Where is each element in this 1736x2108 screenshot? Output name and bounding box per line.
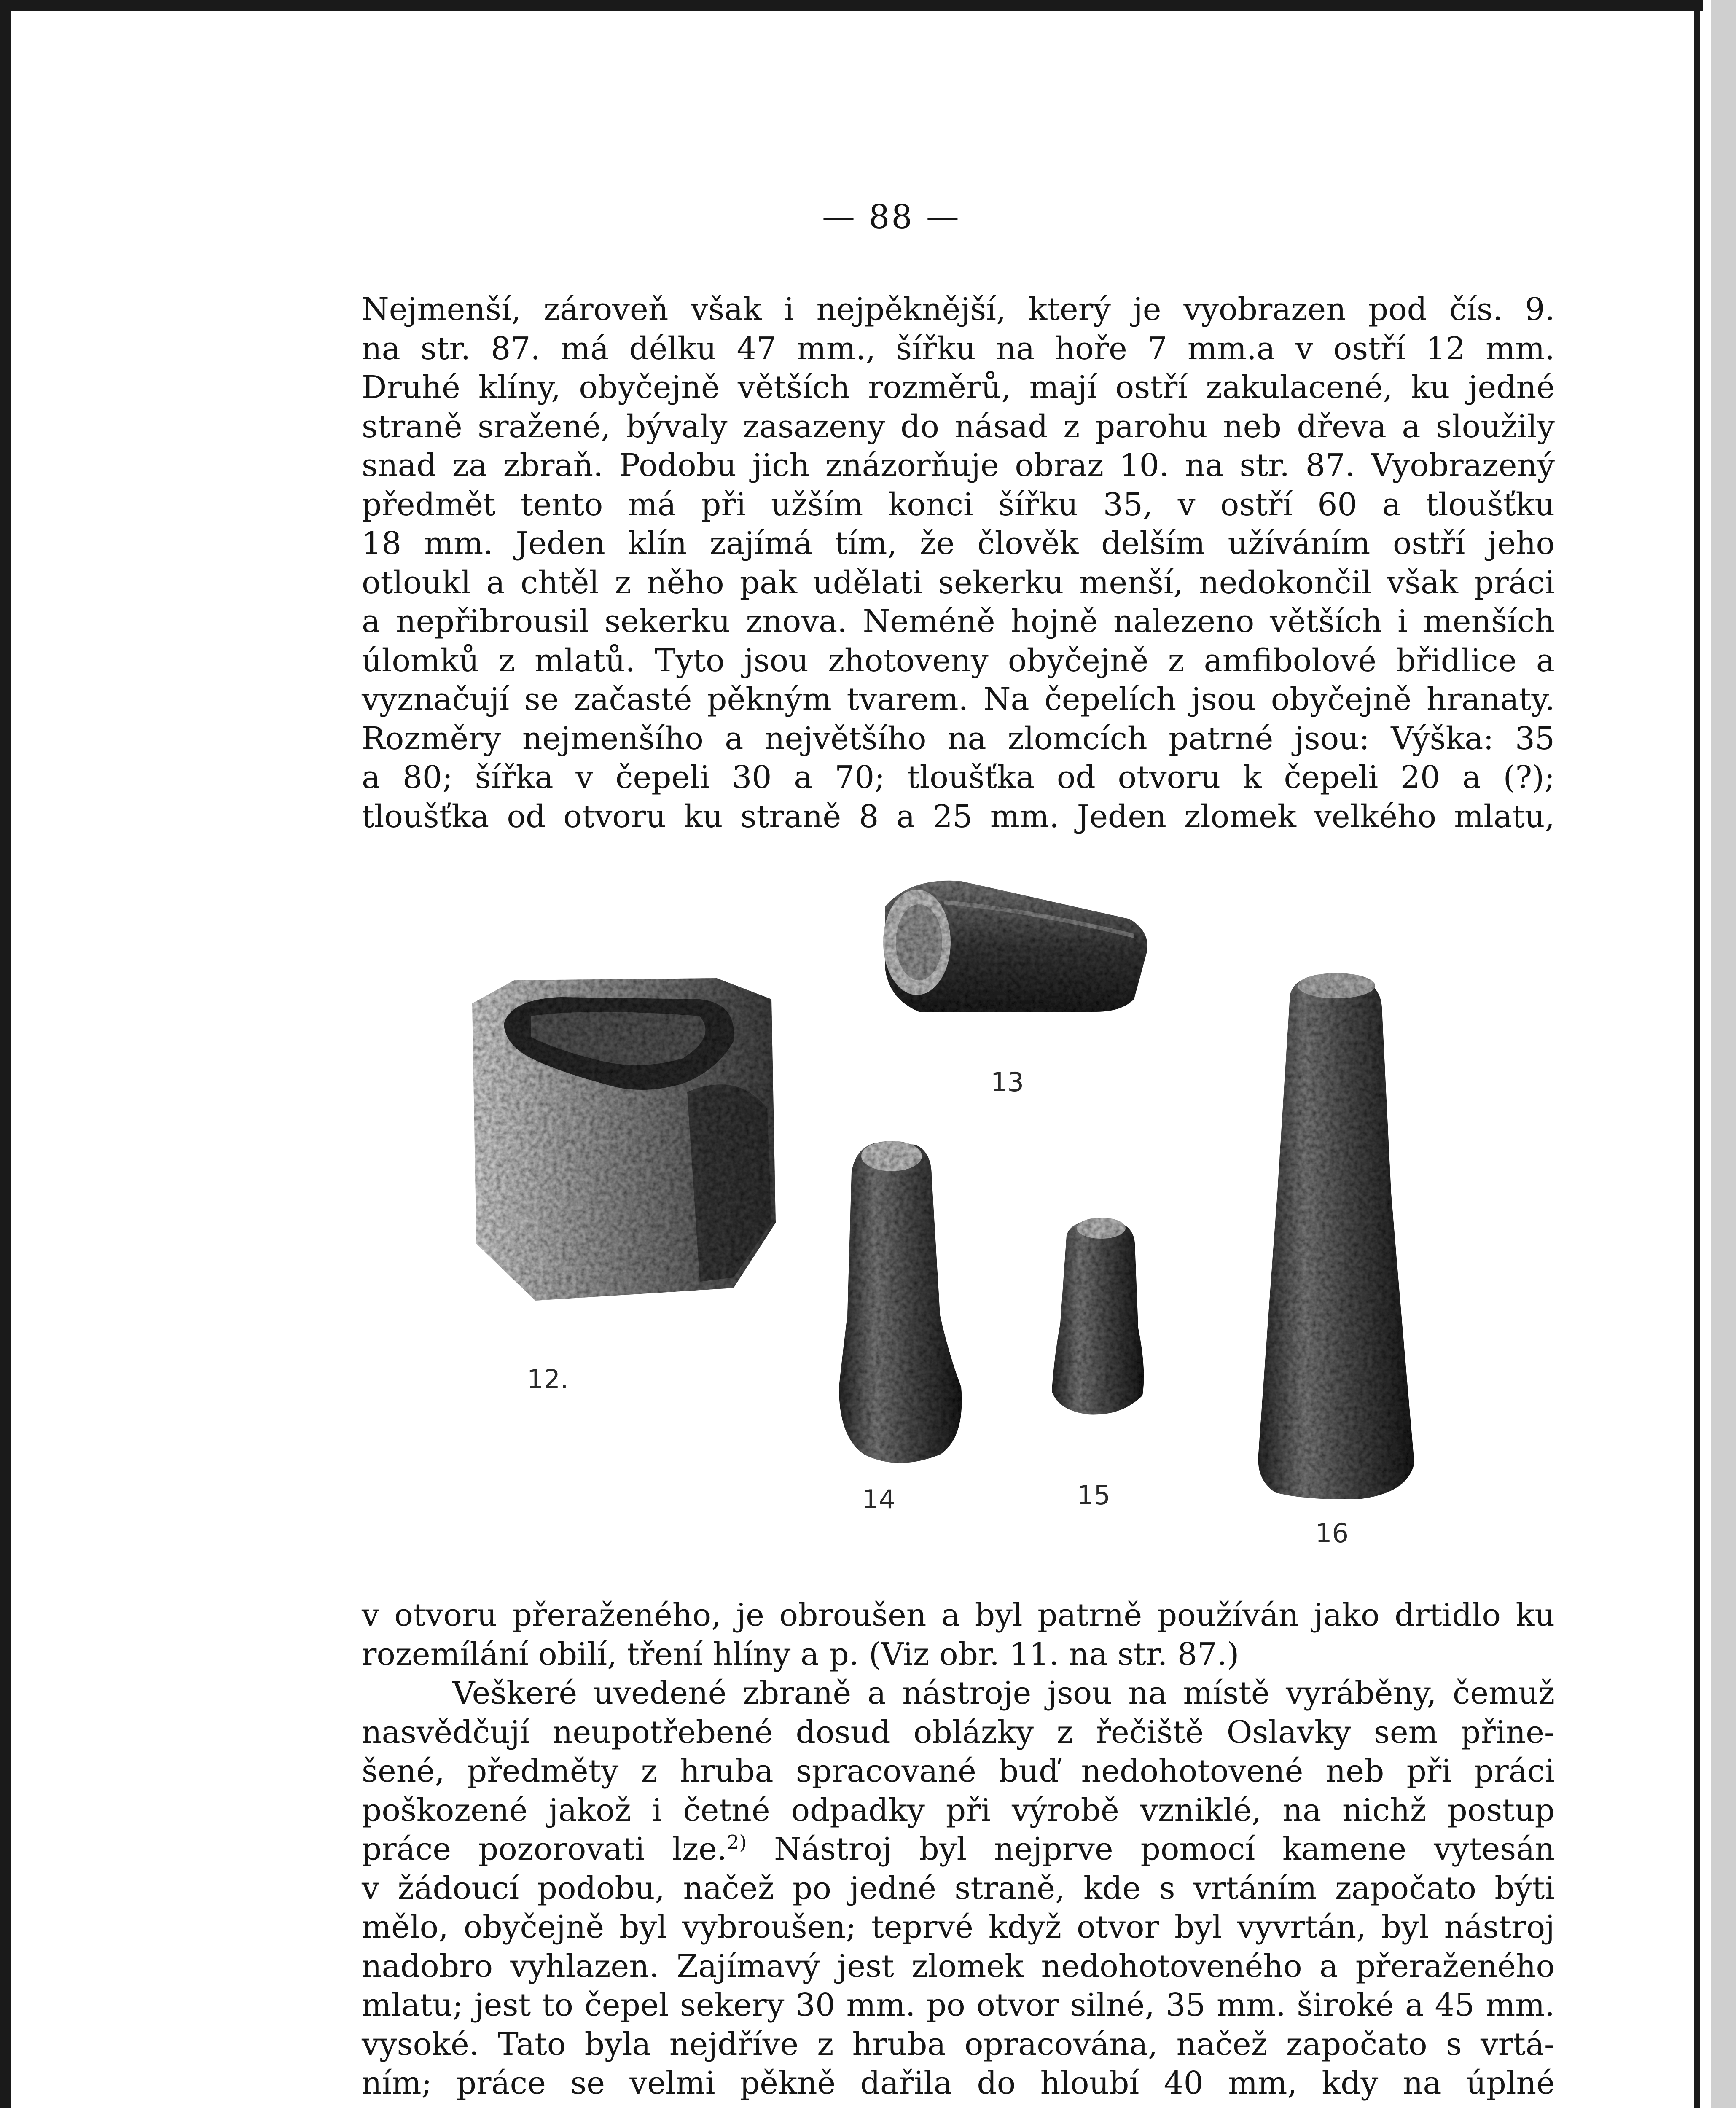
text-line: 18 mm. Jeden klín zajímá tím, že člověk delším užíváním ostří jeho [362,525,1555,562]
text-line: ním; práce se velmi pěkně dařila do hloubí 40 mm, kdy na úplné [362,2065,1555,2101]
figure-label-16: 16 [1315,1518,1349,1549]
text-line: předmět tento má při užším konci šířku 35, v ostří 60 a tloušťku [362,486,1555,523]
text-line: v žádoucí podobu, načež po jedné straně, kde s vrtáním započato býti [362,1870,1555,1906]
text-line: vysoké. Tato byla nejdříve z hruba opracována, načež započato s vrtá- [362,2026,1555,2062]
text-line: Nejmenší, zároveň však i nejpěknější, který je vyobrazen pod čís. 9. [362,291,1555,328]
text-line: a nepřibrousil sekerku znova. Neméně hojně nalezeno větších i menších [362,603,1555,640]
tool-13-pestle-fragment [883,881,1147,1012]
text-line: vyznačují se začasté pěkným tvarem. Na čepelích jsou obyčejně hranaty. [362,681,1555,718]
figure-label-12: 12. [527,1364,569,1395]
tool-14-cone [839,1141,962,1463]
scan-border-right [1694,0,1700,2108]
tool-16-tall-cone [1258,973,1415,1499]
text-line: nasvědčují neupotřebené dosud oblázky z řečiště Oslavky sem přine- [362,1714,1555,1750]
scan-margin-right [1711,0,1736,2108]
text-line: straně sražené, bývaly zasazeny do násad z parohu neb dřeva a sloužily [362,408,1555,445]
figure-label-14: 14 [862,1484,895,1515]
figure-label-15: 15 [1077,1480,1110,1511]
paragraph-top [362,290,1555,836]
text-fragment: Nástroj byl nejprve pomocí kamene vytesán [774,1831,1555,1867]
text-line: snad za zbraň. Podobu jich znázorňuje obraz 10. na str. 87. Vyobrazený [362,447,1555,484]
stone-tools-figure [464,873,1433,1581]
tool-12-hammer-fragment [472,978,776,1301]
stone-tools-illustration [464,873,1433,1581]
scan-border-top [0,0,1703,11]
text-line: a 80; šířka v čepeli 30 a 70; tloušťka od otvoru k čepeli 20 a (?); [362,759,1555,796]
text-line: šené, předměty z hruba spracované buď nedohotovené neb při práci [362,1753,1555,1789]
text-line: otloukl a chtěl z něho pak udělati sekerku menší, nedokončil však práci [362,564,1555,601]
figure-label-13: 13 [991,1067,1024,1097]
page-number: — 88 — [822,198,961,236]
text-line: Veškeré uvedené zbraně a nástroje jsou na místě vyráběny, čemuž [452,1675,1555,1711]
text-line: Druhé klíny, obyčejně větších rozměrů, mají ostří zakulacené, ku jedné [362,369,1555,406]
text-line: tloušťka od otvoru ku straně 8 a 25 mm. Jeden zlomek velkého mlatu, [362,798,1555,835]
text-line: Rozměry nejmenšího a největšího na zlomcích patrné jsou: Výška: 35 [362,720,1555,757]
text-line [362,1830,1555,1869]
text-line: úlomků z mlatů. Tyto jsou zhotoveny obyčejně z amfibolové břidlice a [362,642,1555,679]
text-fragment: práce pozorovati lze. [362,1831,727,1867]
text-line: poškozené jakož i četné odpadky při výrobě vzniklé, na nichž postup [362,1792,1555,1828]
text-line: rozemílání obilí, tření hlíny a p. (Viz obr. 11. na str. 87.) [362,1636,1239,1672]
text-line: mlatu; jest to čepel sekery 30 mm. po otvor silné, 35 mm. široké a 45 mm. [362,1987,1555,2023]
text-line: mělo, obyčejně byl vybroušen; teprvé když otvor byl vyvrtán, byl nástroj [362,1909,1555,1945]
text-line: v otvoru přeraženého, je obroušen a byl patrně používán jako drtidlo ku [362,1597,1555,1633]
text-line: na str. 87. má délku 47 mm., šířku na hoře 7 mm.a v ostří 12 mm. [362,330,1555,367]
text-line: nadobro vyhlazen. Zajímavý jest zlomek nedohotoveného a přeraženého [362,1948,1555,1984]
footnote-reference: 2) [727,1831,747,1854]
paragraph-bottom [362,1596,1555,2103]
tool-15-small-cone [1052,1218,1144,1414]
scan-border-left [0,0,11,2108]
